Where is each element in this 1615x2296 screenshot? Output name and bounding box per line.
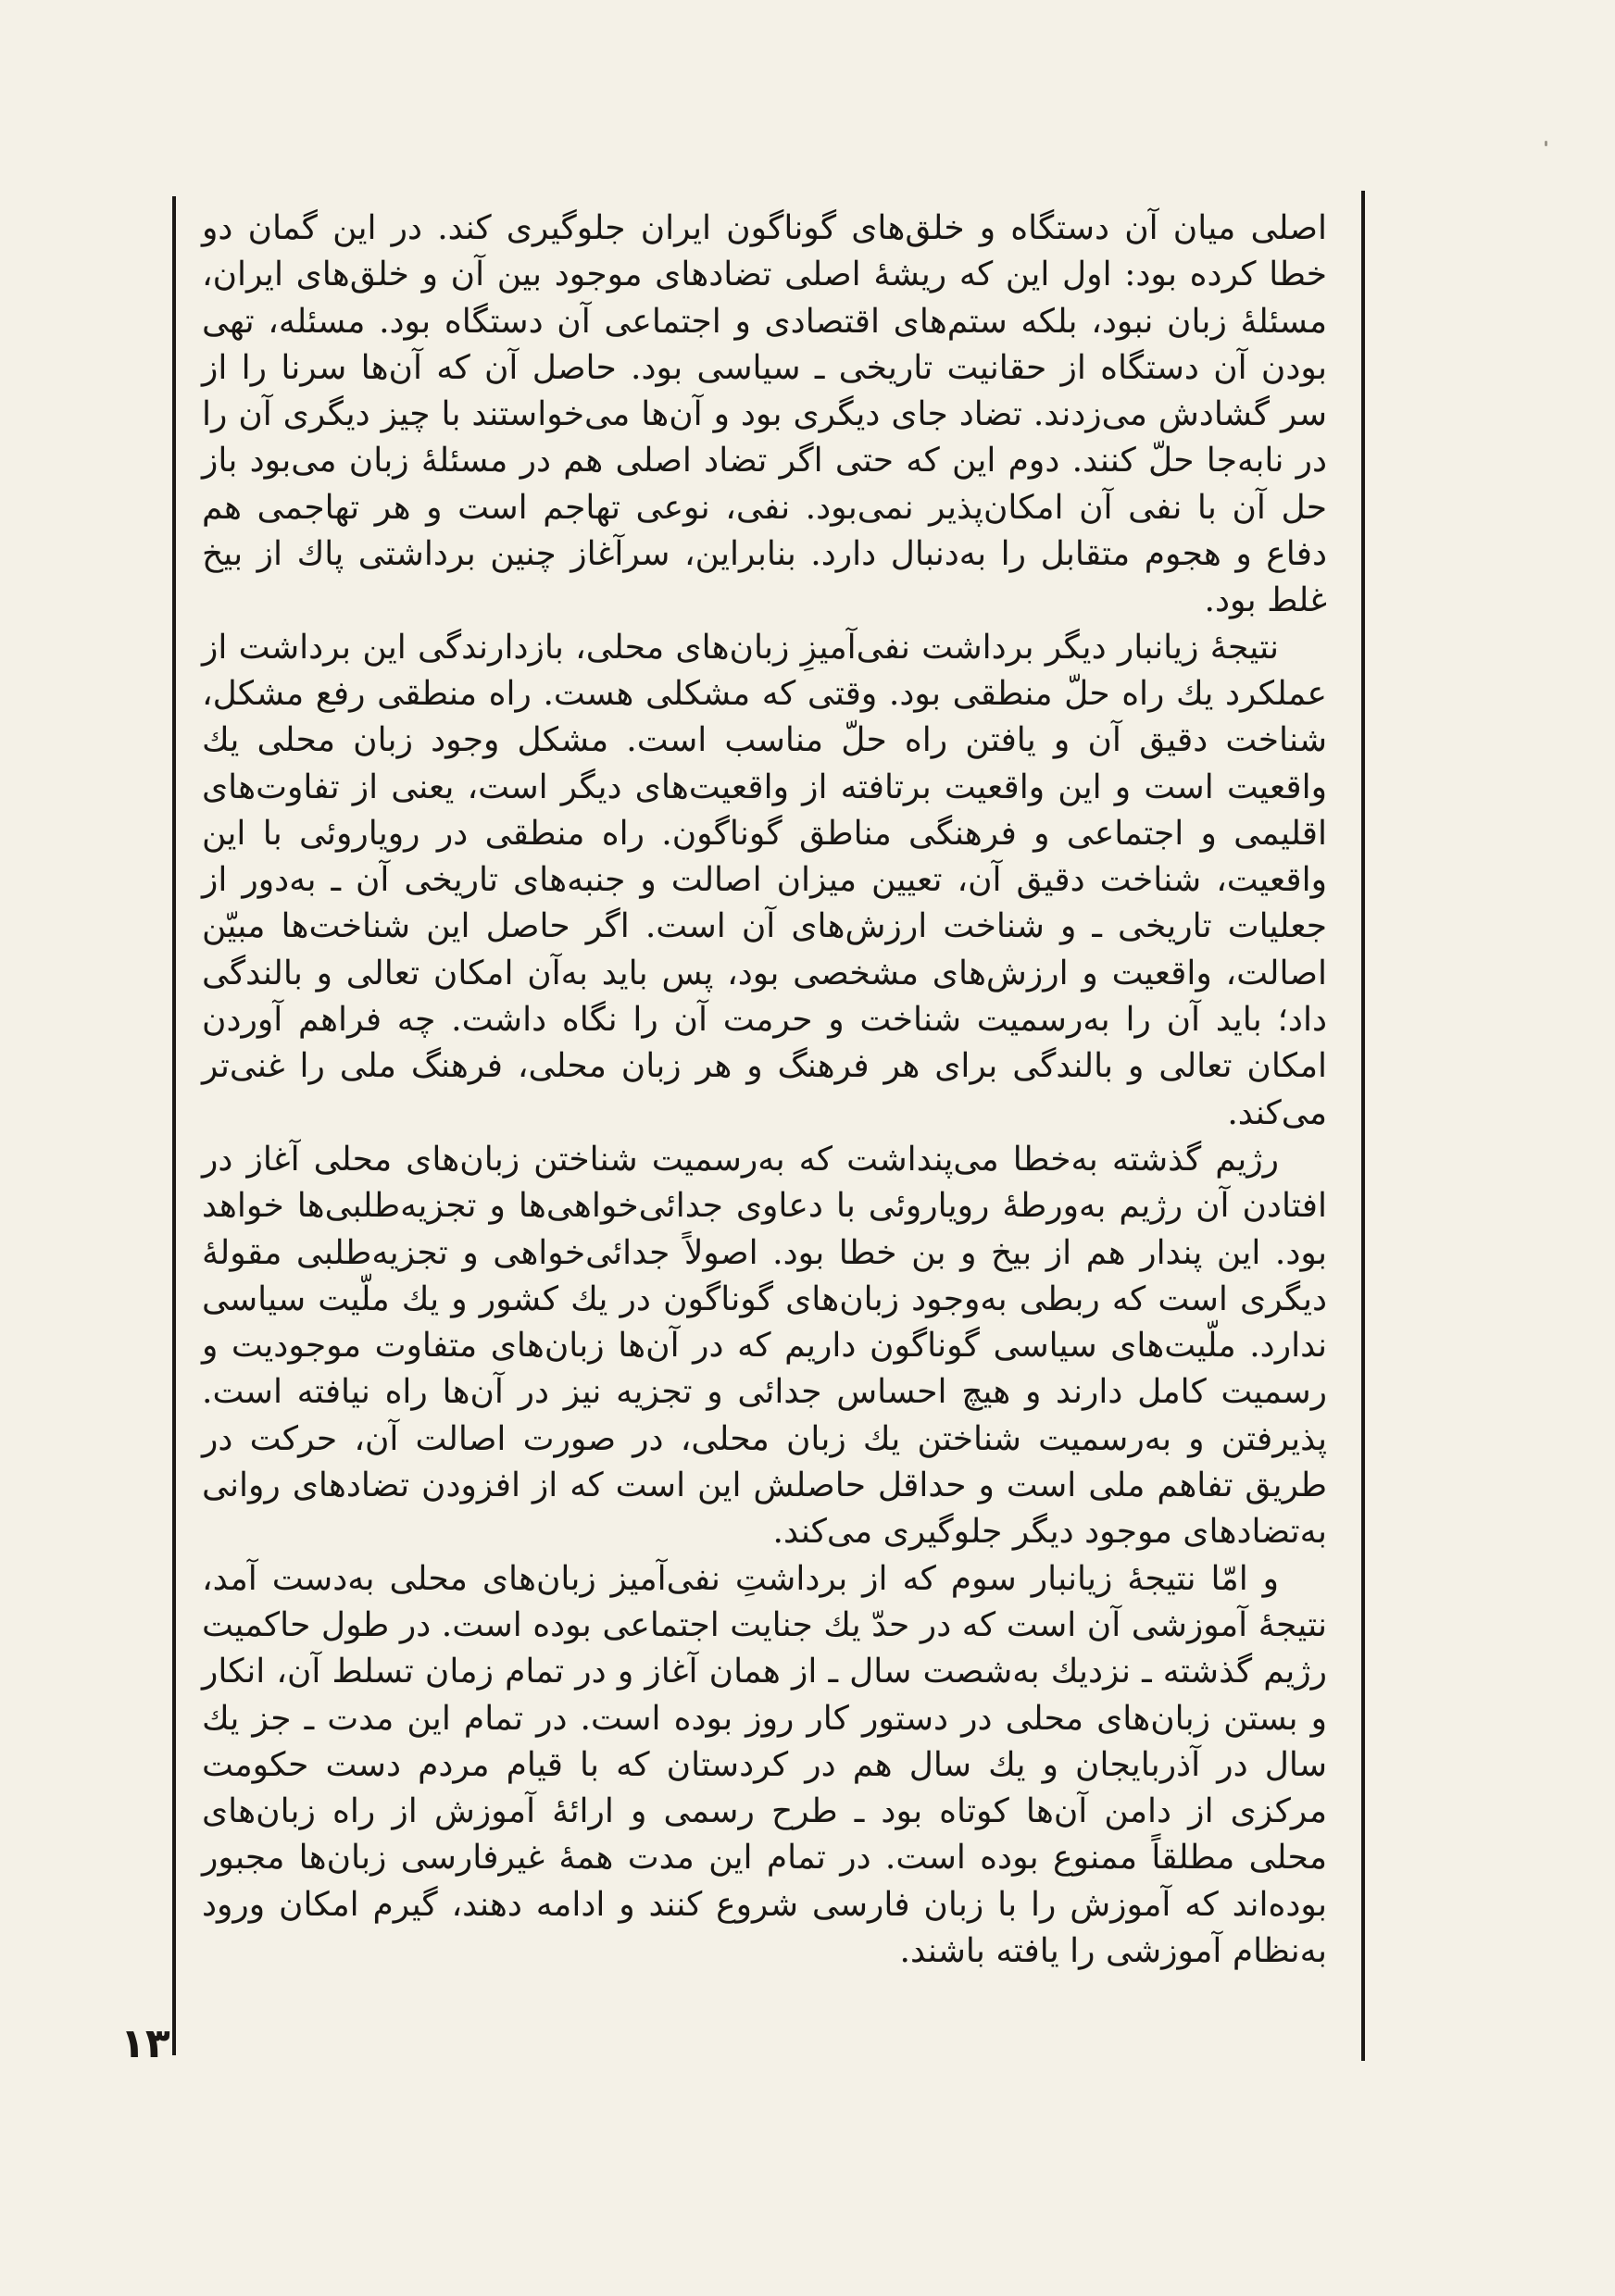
paragraph-4: و امّا نتیجهٔ زیانبار سوم که از برداشتِ نفی‌آمیز زبان‌های محلی به‌دست آمد، نتیجهٔ آموزشی آن است که در حدّ یك جنایت اجتماعی بوده است. در طول حاکمیت رژیم گذشته ـ نزدیك به‌شصت سال ـ از همان آغاز و در تمام زمان تسلط آن، انکار و بستن زبان‌های محلی در دستور کار روز بوده است. در تمام این مدت ـ جز یك سال در آذربایجان و یك سال هم در کردستان که با قیام مردم دست حکومت مرکزی از دامن آن‌ها کوتاه بود ـ طرح رسمی و ارائهٔ آموزش از راه زبان‌های محلی مطلقاً ممنوع بوده است. در تمام این مدت همهٔ غیرفارسی زبان‌ها مجبور بوده‌اند که آموزش را با زبان فارسی شروع کنند و ادامه دهند، گیرم امکان ورود به‌نظام آموزشی را یافته باشند.	[202, 1559, 1327, 1970]
page-number: ۱۳	[120, 2020, 170, 2067]
paragraph-2: نتیجهٔ زیانبار دیگر برداشت نفی‌آمیزِ زبان‌های محلی، بازدارندگی این برداشت از عملکرد یك راه حلّ منطقی بود. وقتی که مشکلی هست. راه منطقی رفع مشکل، شناخت دقیق آن و یافتن راه حلّ مناسب است. مشکل وجود زبان محلی یك واقعیت است و این واقعیت برتافته از واقعیت‌های دیگر است، یعنی از تفاوت‌های اقلیمی و اجتماعی و فرهنگی مناطق گوناگون. راه منطقی در رویاروئی با این واقعیت، شناخت دقیق آن، تعیین میزان اصالت و جنبه‌های تاریخی آن ـ به‌دور از جعلیات تاریخی ـ و شناخت ارزش‌های آن است. اگر حاصل این شناخت‌ها مبیّن اصالت، واقعیت و ارزش‌های مشخصی بود، پس باید به‌آن امکان تعالی و بالندگی داد؛ باید آن را به‌رسمیت شناخت و حرمت آن را نگاه داشت. چه فراهم آوردن امکان تعالی و بالندگی برای هر فرهنگ و هر زبان محلی، فرهنگ ملی را غنی‌تر می‌کند.	[202, 628, 1327, 1132]
body-text	[202, 206, 1327, 1975]
paragraph-1: اصلی میان آن دستگاه و خلق‌های گوناگون ایران جلوگیری کند. در این گمان دو خطا کرده بود: اول این که ریشهٔ اصلی تضادهای موجود بین آن و خلق‌های ایران، مسئلهٔ زبان نبود، بلکه ستم‌های اقتصادی و اجتماعی آن دستگاه بود. مسئله، تهی بودن آن دستگاه از حقانیت تاریخی ـ سیاسی بود. حاصل آن که آن‌ها سرنا را از سر گشادش می‌زدند. تضاد جای دیگری بود و آن‌ها می‌خواستند با چیز دیگری آن را در نابه‌جا حلّ کنند. دوم این که حتی اگر تضاد اصلی هم در مسئلهٔ زبان می‌بود باز حل آن با نفی آن امکان‌پذیر نمی‌بود. نفی، نوعی تهاجم است و هر تهاجمی هم دفاع و هجوم متقابل را به‌دنبال دارد. بنابراین، سرآغاز چنین برداشتی پاك از بیخ غلط بود.	[202, 209, 1327, 620]
left-margin-rule	[172, 196, 176, 2055]
right-margin-rule	[1361, 191, 1365, 2061]
paragraph-3: رژیم گذشته به‌خطا می‌پنداشت که به‌رسمیت شناختن زبان‌های محلی آغاز در افتادن آن رژیم به‌ورطهٔ رویاروئی با دعاوی جدائی‌خواهی‌ها و تجزیه‌طلبی‌ها خواهد بود. این پندار هم از بیخ و بن خطا بود. اصولاً جدائی‌خواهی و تجزیه‌طلبی مقولهٔ دیگری است که ربطی به‌وجود زبان‌های گوناگون در یك کشور و یك ملّیت سیاسی ندارد. ملّیت‌های سیاسی گوناگون داریم که در آن‌ها زبان‌های متفاوت موجودیت و رسمیت کامل دارند و هیچ احساس جدائی و تجزیه نیز در آن‌ها راه نیافته است. پذیرفتن و به‌رسمیت شناختن یك زبان محلی، در صورت اصالت آن، حرکت در طریق تفاهم ملی است و حداقل حاصلش این است که از افزودن تضادهای روانی به‌تضادهای موجود دیگر جلوگیری می‌کند.	[202, 1140, 1328, 1552]
paper-speck	[1545, 141, 1547, 146]
